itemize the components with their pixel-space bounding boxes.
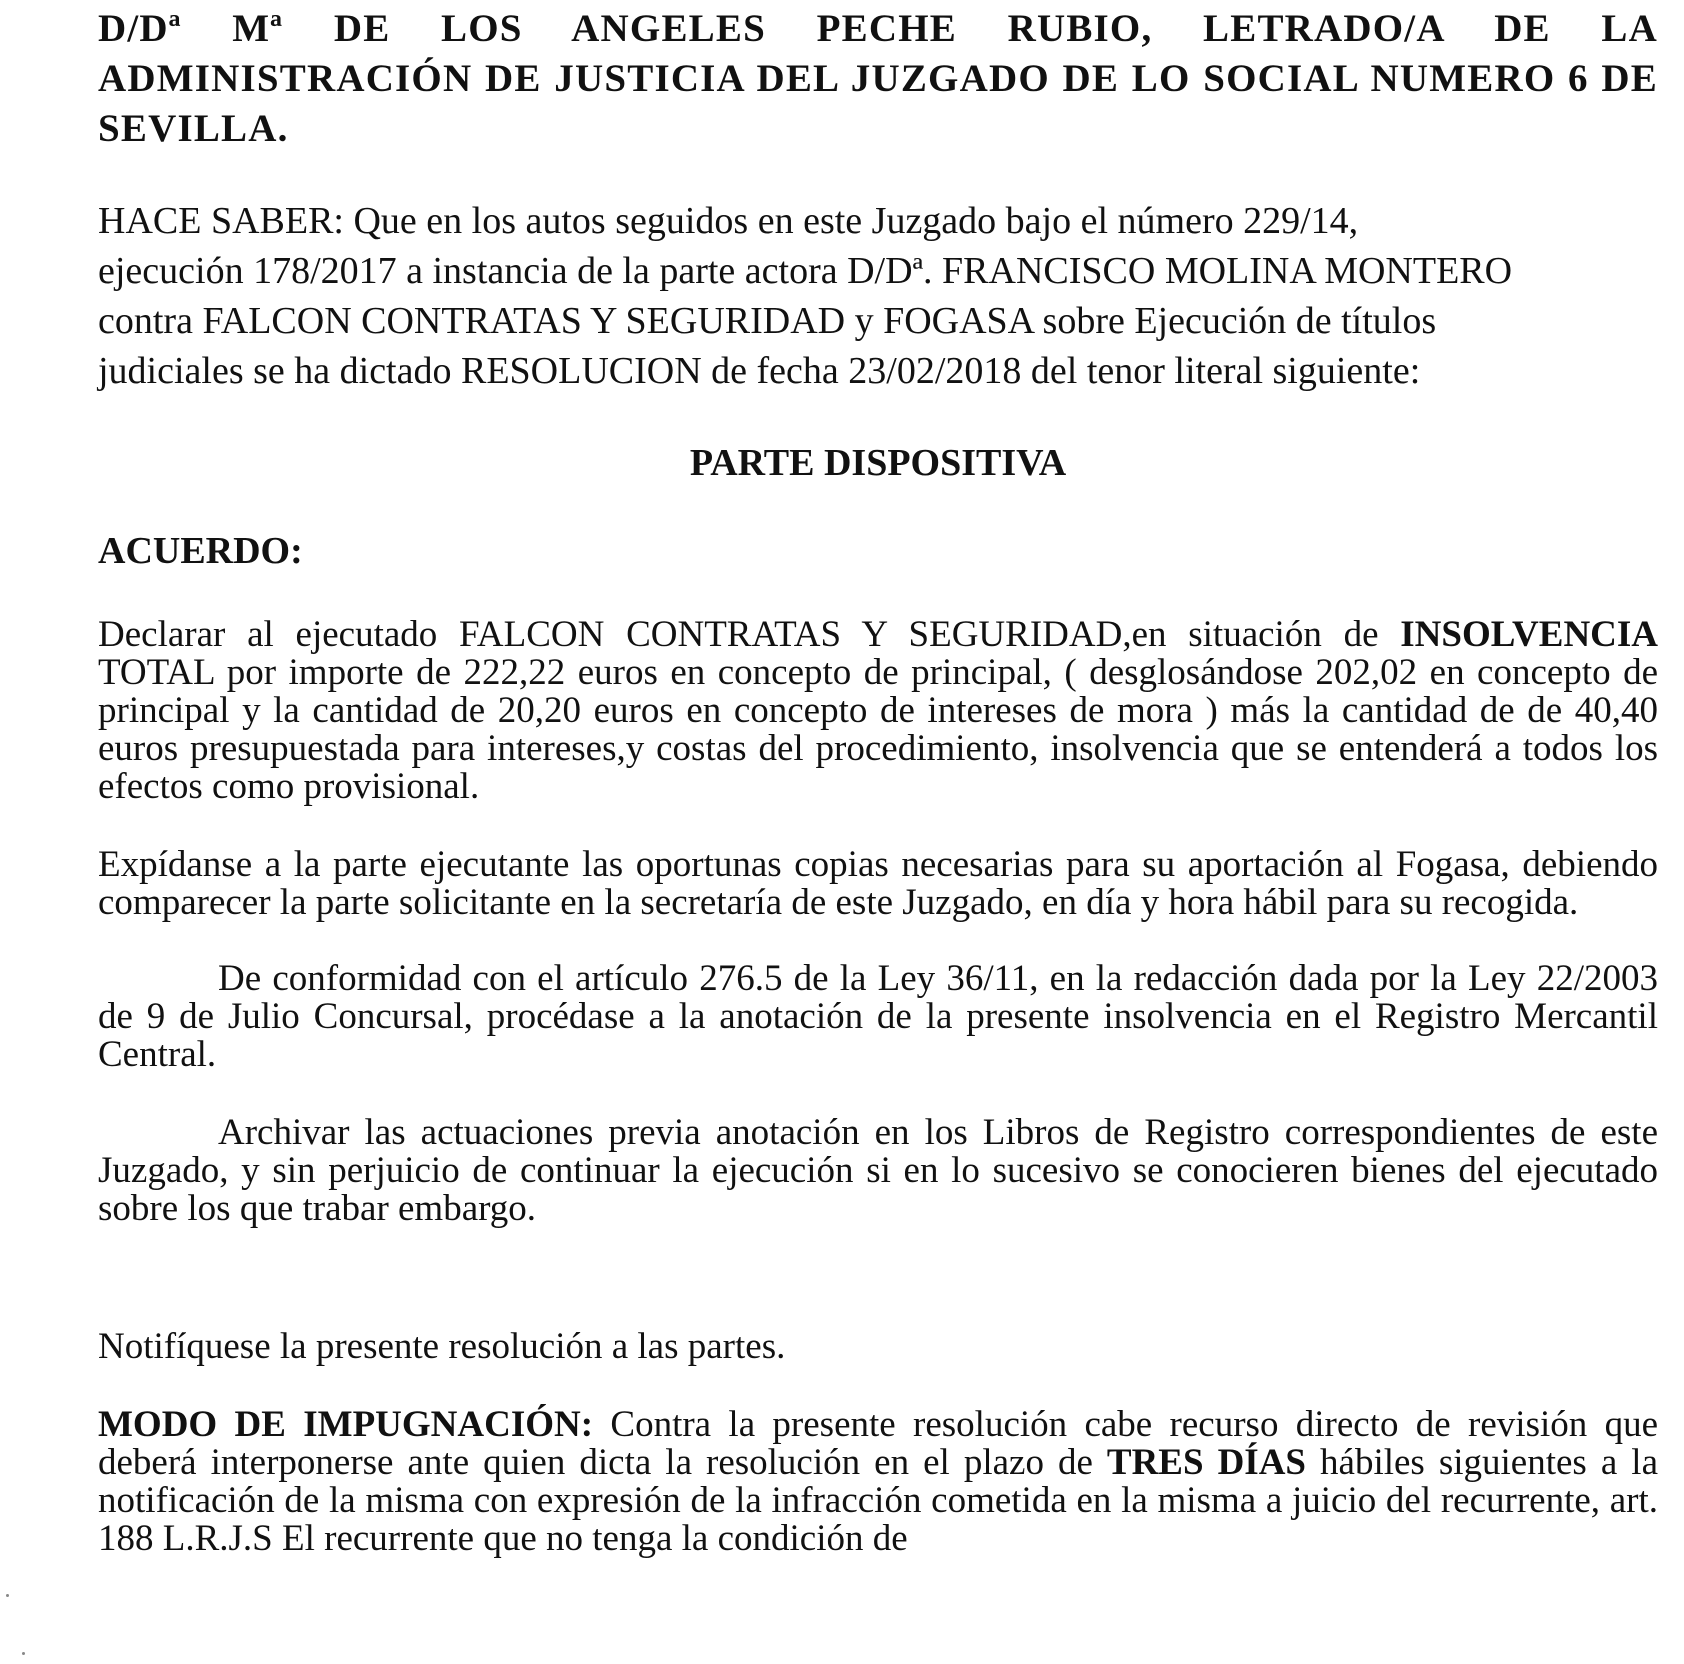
registry-paragraph: De conformidad con el artículo 276.5 de la Ley 36/11, en la redacción dada por la Ley 22/2003 de 9 de Julio Concursal, procédase a la anotación de la presente insolvencia en el Registro Mercantil Central. [98, 958, 1658, 1075]
intro-line: HACE SABER: Que en los autos seguidos en este Juzgado bajo el número 229/14, [98, 200, 1359, 242]
insolvency-bold: INSOLVENCIA [1400, 614, 1658, 655]
scan-speck [22, 1652, 25, 1655]
copies-paragraph: Expídanse a la parte ejecutante las oportunas copias necesarias para su aportación al Fogasa, debiendo comparecer la parte solicitante en la secretaría de este Juzgado, en día y hora hábil para su recogida. [98, 844, 1658, 923]
intro-line: ejecución 178/2017 a instancia de la parte actora D/Dª. FRANCISCO MOLINA MONTERO [98, 250, 1513, 292]
document-header: D/Dª Mª DE LOS ANGELES PECHE RUBIO, LETRADO/A DE LA ADMINISTRACIÓN DE JUSTICIA DEL JUZGADO DE LO SOCIAL NUMERO 6 DE SEVILLA. [98, 7, 1658, 150]
notify-paragraph: Notifíquese la presente resolución a las partes. [98, 1326, 786, 1367]
insolvency-paragraph [98, 616, 1658, 806]
impugnation-paragraph [98, 1406, 1658, 1558]
intro-line: judiciales se ha dictado RESOLUCION de fecha 23/02/2018 del tenor literal siguiente: [98, 350, 1421, 392]
document-page [98, 0, 1658, 1558]
impugnation-label: MODO DE IMPUGNACIÓN: [98, 1404, 594, 1445]
section-title: PARTE DISPOSITIVA [689, 442, 1067, 484]
acuerdo-label: ACUERDO: [98, 530, 303, 572]
scan-speck [6, 1594, 9, 1597]
insolvency-text-after: TOTAL por importe de 222,22 euros en concepto de principal, ( desglosándose 202,02 en concepto de principal y la cantidad de 20,20 euros en concepto de intereses de mora ) más la cantidad de de 40,40 euros presupuestada para intereses,y costas del procedimiento, insolvencia que se entenderá a todos los efectos como provisional. [98, 652, 1658, 807]
insolvency-text-before: Declarar al ejecutado FALCON CONTRATAS Y SEGURIDAD,en situación de [98, 614, 1401, 655]
intro-paragraph [98, 196, 1658, 396]
archive-paragraph: Archivar las actuaciones previa anotación en los Libros de Registro correspondientes de este Juzgado, y sin perjuicio de continuar la ejecución si en lo sucesivo se conocieren bienes del ejecutado sobre los que trabar embargo. [98, 1112, 1658, 1229]
intro-line: contra FALCON CONTRATAS Y SEGURIDAD y FOGASA sobre Ejecución de títulos [98, 300, 1437, 342]
impugnation-deadline: TRES DÍAS [1106, 1442, 1306, 1483]
impugnation-text-1: Contra la presente resolución cabe recurso directo de revisión que deberá interponerse ante quien dicta la resolución en el plazo de [98, 1404, 1659, 1483]
impugnation-text-2: hábiles siguientes a la notificación de la misma con expresión de la infracción cometida en la misma a juicio del recurrente, art. 188 L.R.J.S El recurrente que no tenga la condición de [98, 1442, 1658, 1559]
